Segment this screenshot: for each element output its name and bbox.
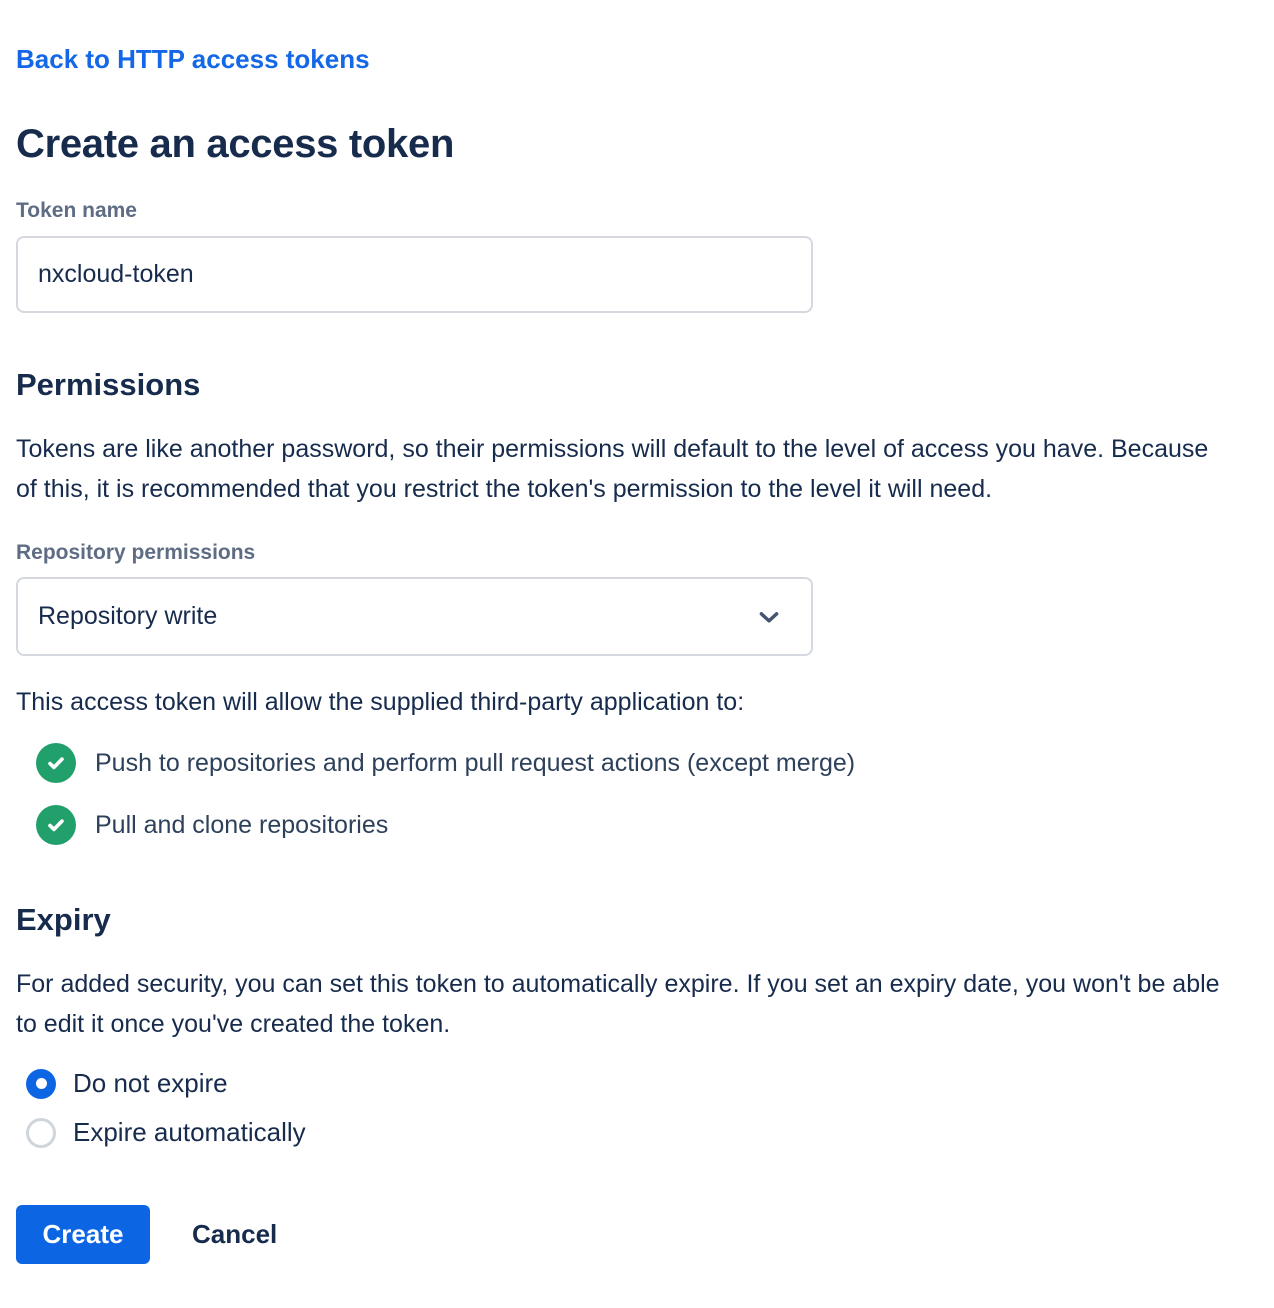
radio-selected-icon[interactable]: [26, 1069, 56, 1099]
token-name-label: Token name: [16, 199, 137, 222]
capability-row-push: [36, 740, 1258, 786]
expiry-description: For added security, you can set this token to automatically expire. If you set an expiry date, you won't be able to edit it once you've created the token.: [16, 970, 1220, 1038]
chevron-down-icon: [755, 603, 783, 631]
create-button[interactable]: Create: [16, 1205, 150, 1264]
cancel-button[interactable]: Cancel: [192, 1219, 278, 1249]
radio-option-do-not-expire[interactable]: [26, 1068, 1258, 1099]
page-title: Create an access token: [16, 122, 455, 166]
expiry-heading: Expiry: [16, 902, 111, 937]
capability-text-pull: Pull and clone repositories: [95, 811, 389, 839]
back-to-http-access-tokens-link[interactable]: Back to HTTP access tokens: [16, 44, 370, 74]
repository-permissions-selected-value: Repository write: [38, 602, 218, 630]
capability-row-pull: [36, 802, 1258, 848]
repository-permissions-label: Repository permissions: [16, 541, 256, 564]
check-icon: [36, 805, 76, 845]
permissions-heading: Permissions: [16, 367, 201, 402]
capability-list: [16, 740, 1258, 848]
expiry-radio-group: [16, 1068, 1258, 1148]
radio-option-expire-automatically[interactable]: [26, 1117, 1258, 1148]
token-name-input[interactable]: [16, 236, 813, 313]
capability-text-push: Push to repositories and perform pull request actions (except merge): [95, 749, 856, 777]
form-actions: [16, 1205, 1258, 1264]
radio-label-do-not-expire: Do not expire: [73, 1068, 228, 1098]
check-icon: [36, 743, 76, 783]
radio-unselected-icon[interactable]: [26, 1118, 56, 1148]
repository-permissions-select[interactable]: [16, 577, 813, 656]
permissions-description: Tokens are like another password, so their permissions will default to the level of access you have. Because of this, it is recommended that you restrict the token's permission to the level it will need.: [16, 435, 1209, 503]
radio-dot: [36, 1078, 47, 1089]
allow-intro-text: This access token will allow the supplied third-party application to:: [16, 688, 745, 716]
radio-label-expire-automatically: Expire automatically: [73, 1117, 306, 1147]
